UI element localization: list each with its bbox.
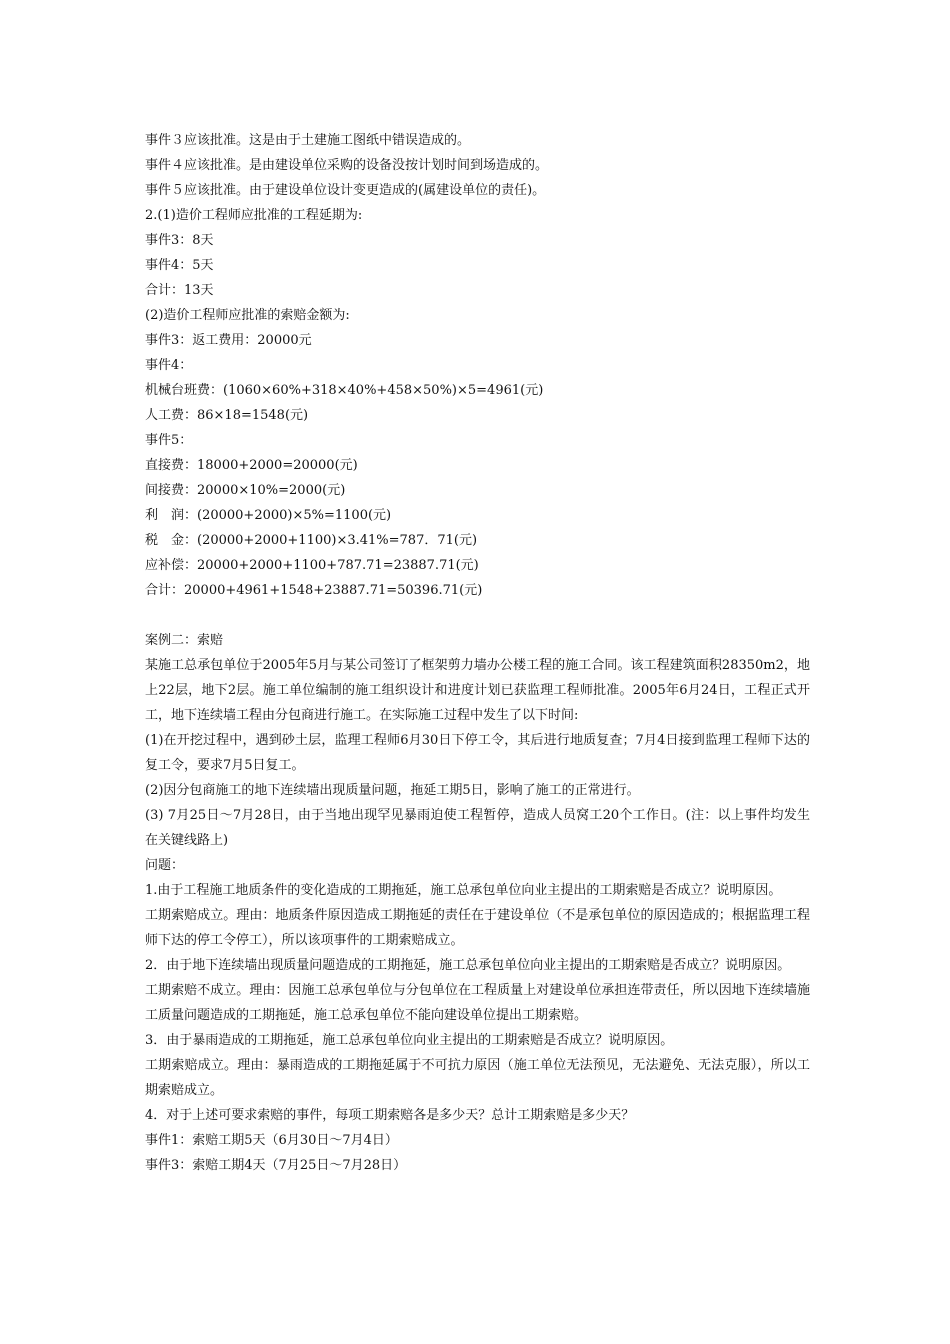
paragraph: (1)在开挖过程中，遇到砂土层，监理工程师6月30日下停工令，其后进行地质复查；7月4日接到监理工程师下达的复工令，要求7月5日复工。 — [145, 733, 810, 773]
question: 3．由于暴雨造成的工期拖延，施工总承包单位向业主提出的工期索赔是否成立？说明原因。 — [145, 1033, 674, 1048]
blank-line — [145, 603, 810, 628]
text-line: 事件3：返工费用：20000元 — [145, 333, 312, 348]
text-line: 事件４应该批准。是由建设单位采购的设备没按计划时间到场造成的。 — [145, 158, 549, 173]
text-line: 人工费：86×18=1548(元) — [145, 408, 309, 423]
question: 1.由于工程施工地质条件的变化造成的工期拖延，施工总承包单位向业主提出的工期索赔是否成立？说明原因。 — [145, 883, 782, 898]
section-title: 案例二：索赔 — [145, 633, 224, 648]
question: 4．对于上述可要求索赔的事件，每项工期索赔各是多少天？总计工期索赔是多少天？ — [145, 1108, 635, 1123]
paragraph: 某施工总承包单位于2005年5月与某公司签订了框架剪力墙办公楼工程的施工合同。该工程建筑面积28350m2，地上22层，地下2层。施工单位编制的施工组织设计和进度计划已获监理工程师批准。2005年6月24日，工程正式开工，地下连续墙工程由分包商进行施工。在实际施工过程中发生了以下时间: — [145, 658, 810, 723]
paragraph: 问题： — [145, 858, 185, 873]
text-line: 税 金：(20000+2000+1100)×3.41%=787．71(元) — [145, 533, 478, 548]
text-line: (2)造价工程师应批准的索赔金额为: — [145, 308, 350, 323]
text-line: 事件５应该批准。由于建设单位设计变更造成的(属建设单位的责任)。 — [145, 183, 546, 198]
text-line: 事件3：8天 — [145, 233, 214, 248]
text-line: 应补偿：20000+2000+1100+787.71=23887.71(元) — [145, 558, 479, 573]
text-line: 利 润：(20000+2000)×5%=1100(元) — [145, 508, 392, 523]
text-line: 事件３应该批准。这是由于土建施工图纸中错误造成的。 — [145, 133, 471, 148]
answer: 工期索赔不成立。理由：因施工总承包单位与分包单位在工程质量上对建设单位承担连带责任，所以因地下连续墙施工质量问题造成的工期拖延，施工总承包单位不能向建设单位提出工期索赔。 — [145, 983, 810, 1023]
text-line: 事件4： — [145, 358, 193, 373]
paragraph: (2)因分包商施工的地下连续墙出现质量问题，拖延工期5日，影响了施工的正常进行。 — [145, 783, 640, 798]
text-line: 直接费：18000+2000=20000(元) — [145, 458, 358, 473]
text-line: 机械台班费：(1060×60%+318×40%+458×50%)×5=4961(元) — [145, 383, 544, 398]
question: 2．由于地下连续墙出现质量问题造成的工期拖延，施工总承包单位向业主提出的工期索赔是否成立？说明原因。 — [145, 958, 791, 973]
text-line: 2.(1)造价工程师应批准的工程延期为: — [145, 208, 363, 223]
text-line: 事件5： — [145, 433, 193, 448]
text-line: 合计：13天 — [145, 283, 214, 298]
answer: 事件3：索赔工期4天（7月25日～7月28日） — [145, 1158, 407, 1173]
text-line: 合计：20000+4961+1548+23887.71=50396.71(元) — [145, 583, 483, 598]
paragraph: (3) 7月25日～7月28日，由于当地出现罕见暴雨迫使工程暂停，造成人员窝工20个工作日。(注：以上事件均发生在关键线路上) — [145, 808, 810, 848]
text-line: 事件4：5天 — [145, 258, 214, 273]
answer: 事件1：索赔工期5天（6月30日～7月4日） — [145, 1133, 398, 1148]
answer: 工期索赔成立。理由：地质条件原因造成工期拖延的责任在于建设单位（不是承包单位的原因造成的；根据监理工程师下达的停工令停工），所以该项事件的工期索赔成立。 — [145, 908, 810, 948]
answer: 工期索赔成立。理由：暴雨造成的工期拖延属于不可抗力原因（施工单位无法预见，无法避免、无法克服），所以工期索赔成立。 — [145, 1058, 810, 1098]
document-page — [145, 128, 810, 1178]
text-line: 间接费：20000×10%=2000(元) — [145, 483, 346, 498]
